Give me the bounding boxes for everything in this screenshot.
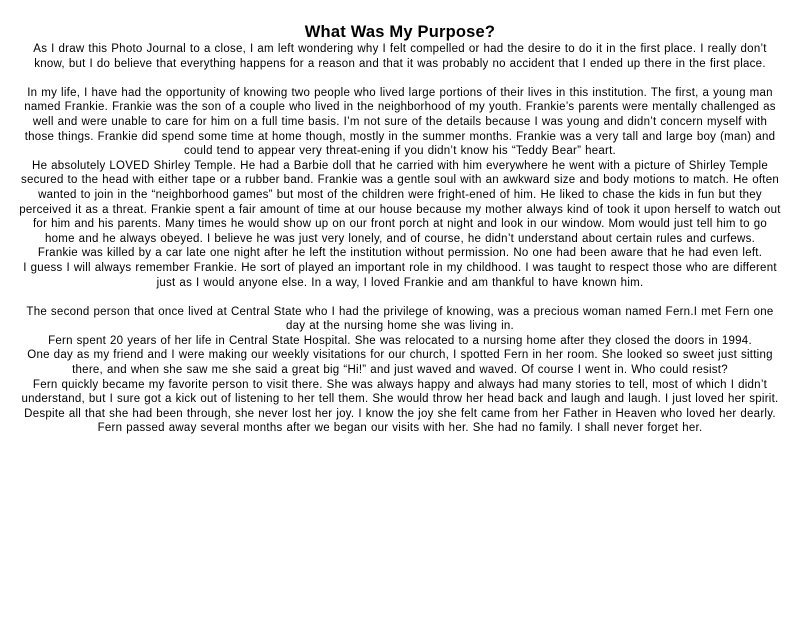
paragraph-fern-intro: The second person that once lived at Central State who I had the privilege of knowing, was a precious woman named Fern.I met Fern one day at the nursing home she was living in. <box>26 305 774 333</box>
paragraph-spacer <box>18 71 782 86</box>
paragraph-frankie-shirley-temple: He absolutely LOVED Shirley Temple. He had a Barbie doll that he carried with him everywhere he went with a picture of Shirley Temple secured to the head with either tape or a rubber band. Frankie was a gentle soul with an awkward size and body motions to match. He often wanted to join in the “neighborhood games” but most of the children were fright-ened of him. He liked to chase the kids in fun but they perceived it as a threat. Frankie spent a fair amount of time at our house because my mother always kind of took it upon herself to watch out for him and his parents. Many times he would show up on our front porch at night and look in our window. Mom would just tell him to go home and he always obeyed. I believe he was just very lonely, and of course, he didn’t understand about certain rules and curfews. <box>19 159 781 245</box>
paragraph-frankie-intro: In my life, I have had the opportunity of knowing two people who lived large portions of their lives in this institution. The first, a young man named Frankie. Frankie was the son of a couple who lived in the neighborhood of my youth. Frankie’s parents were mentally challenged as well and were unable to care for him on a full time basis. I’m not sure of the details because I was young and didn’t concern myself with those things. Frankie did spend some time at home though, mostly in the summer months. Frankie was a very tall and large boy (man) and could tend to appear very threat-ening if you didn’t know his “Teddy Bear” heart. <box>24 86 776 158</box>
paragraph-frankie-memory: I guess I will always remember Frankie. He sort of played an important role in my childhood. I was taught to respect those who are different just as I would anyone else. In a way, I loved Frankie and am thankful to have known him. <box>23 261 777 289</box>
paragraph-intro: As I draw this Photo Journal to a close, I am left wondering why I felt compelled or had the desire to do it in the first place. I really don’t know, but I do believe that everything happens for a reason and that it was probably no accident that I ended up there in the first place. <box>33 43 767 70</box>
paragraph-fern-visit: One day as my friend and I were making our weekly visitations for our church, I spotted Fern in her room. She looked so sweet just sitting there, and when she saw me she said a great big “Hi!” and just waved and waved. Of course I went in. Who could resist? <box>27 349 773 377</box>
paragraph-fern-memory: Fern quickly became my favorite person to visit there. She was always happy and always had many stories to tell, most of which I didn’t understand, but I sure got a kick out of listening to her tell them. She would throw her head back and laugh and laugh. I just loved her spirit. Despite all that she had been through, she never lost her joy. I know the joy she felt came from her Father in Heaven who loved her dearly. Fern passed away several months after we began our visits with her. She had no family. I shall never forget her. <box>21 378 779 435</box>
paragraph-frankie-death: Frankie was killed by a car late one night after he left the institution without permission. No one had been aware that he had even left. <box>37 247 763 260</box>
document-body <box>18 42 782 436</box>
page-title: What Was My Purpose? <box>304 23 496 41</box>
paragraph-fern-hospital: Fern spent 20 years of her life in Central State Hospital. She was relocated to a nursing home after they closed the doors in 1994. <box>48 334 752 347</box>
paragraph-spacer <box>18 290 782 305</box>
